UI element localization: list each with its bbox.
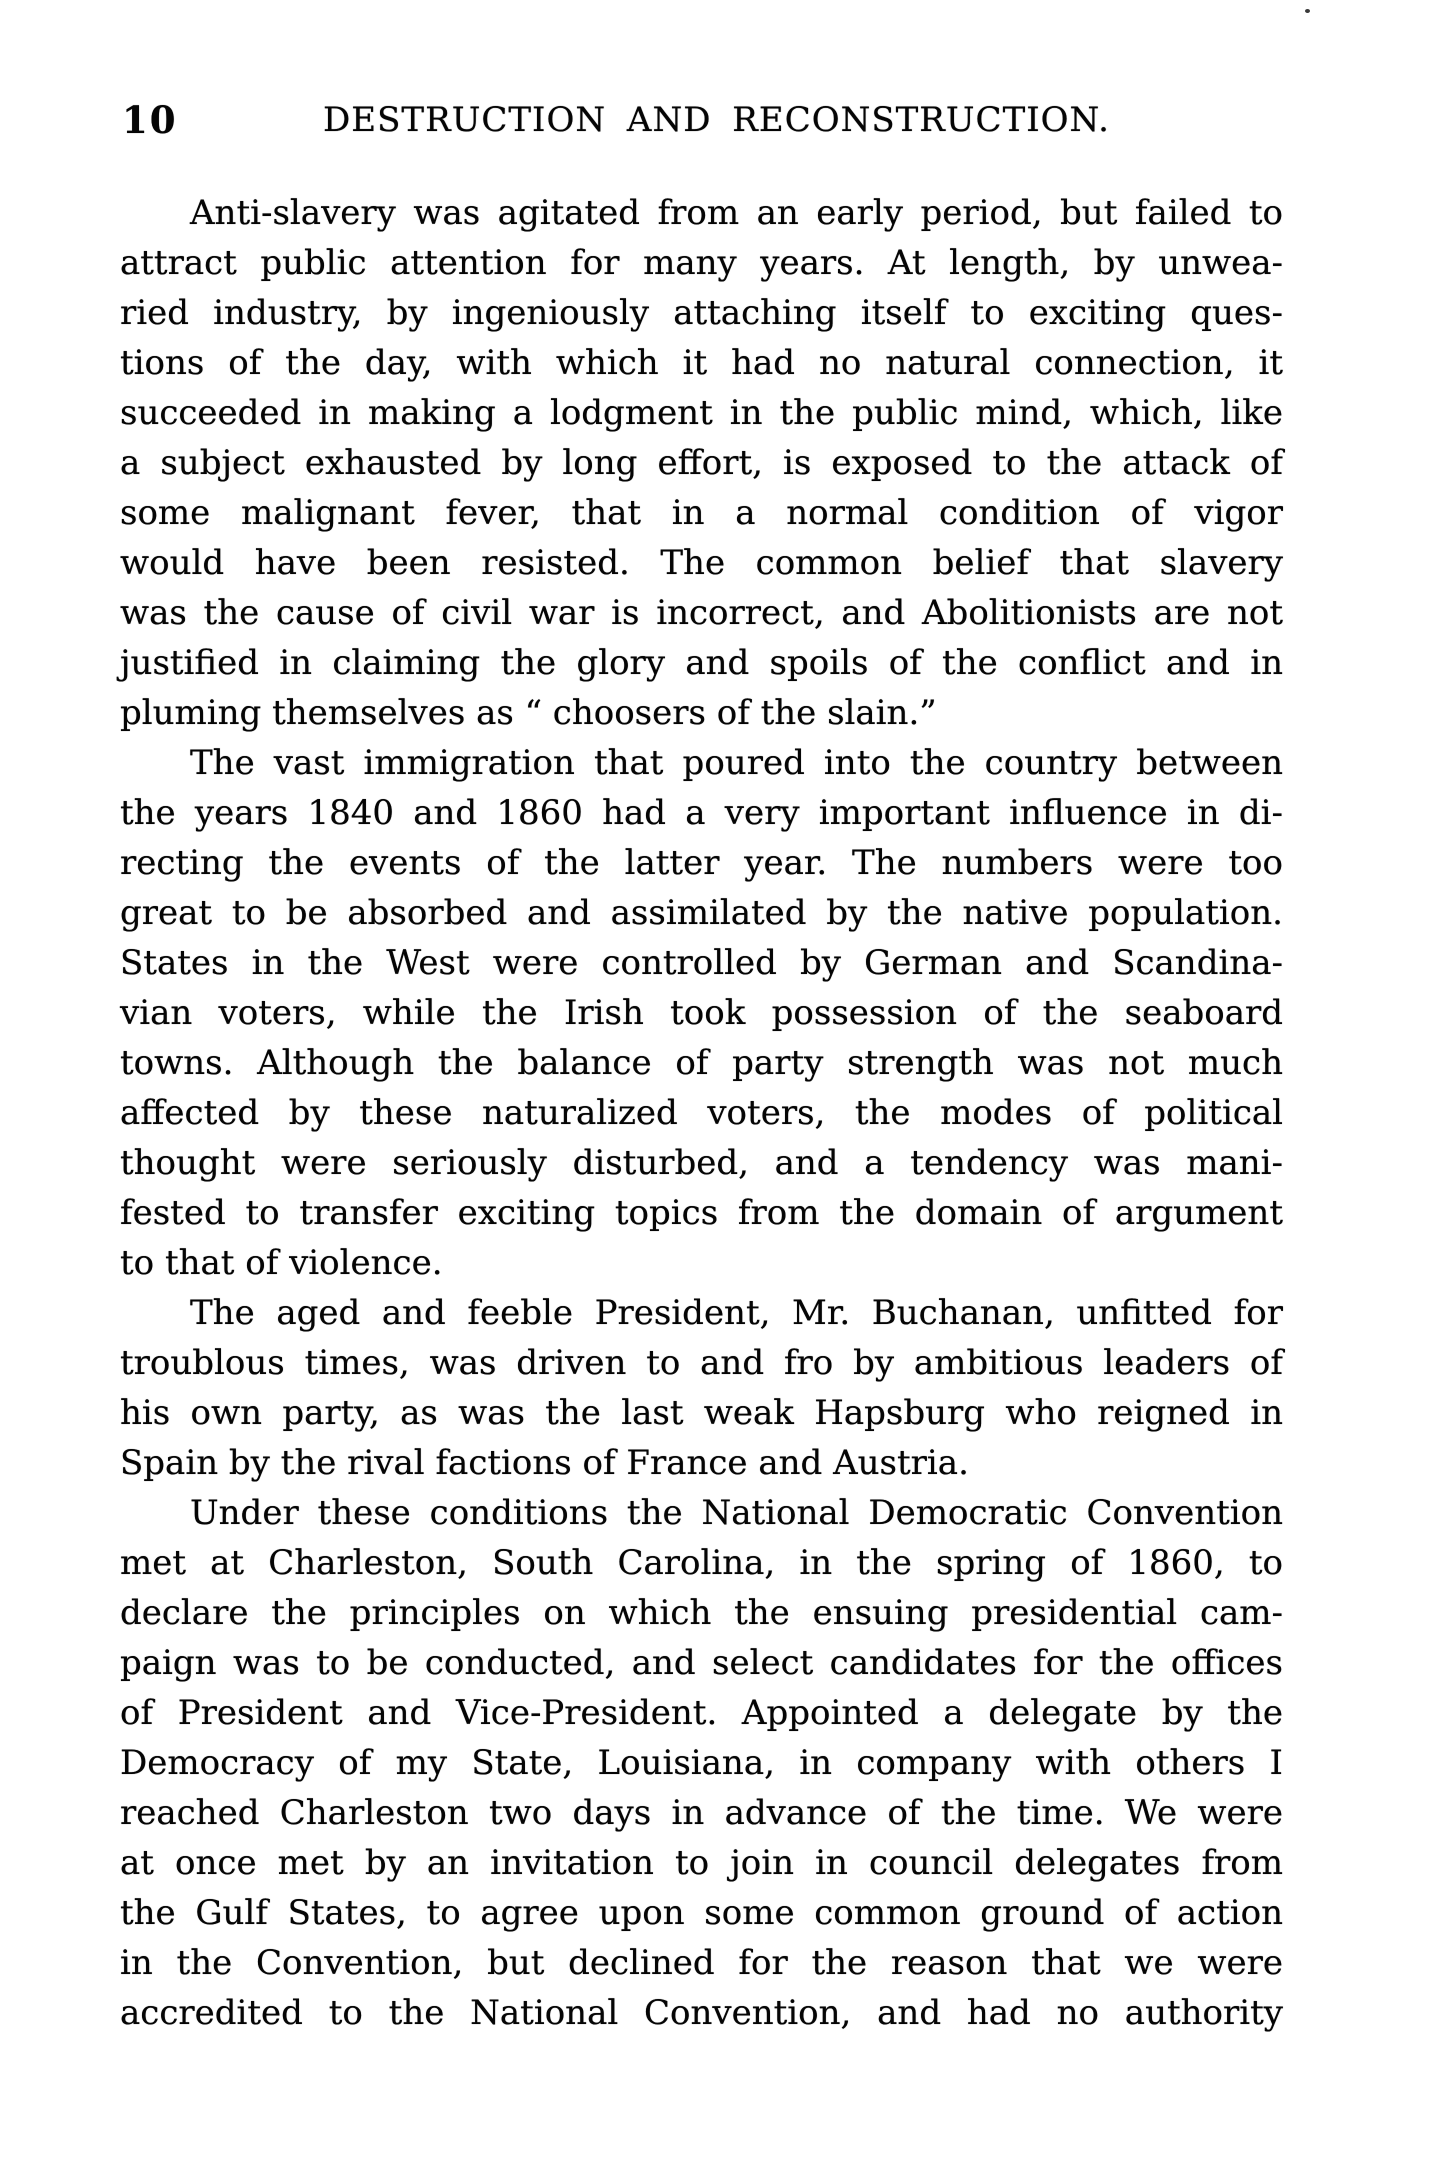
scan-speck	[1305, 9, 1310, 13]
text-line: tions of the day, with which it had no natural connection, it	[120, 343, 1283, 383]
text-line: Democracy of my State, Louisiana, in company with others I	[120, 1743, 1283, 1783]
text-line: the years 1840 and 1860 had a very important influence in di-	[120, 793, 1283, 833]
running-header: DESTRUCTION AND RECONSTRUCTION.	[323, 100, 1110, 140]
paragraph	[120, 1488, 1283, 2038]
text-line: his own party, as was the last weak Hapsburg who reigned in	[120, 1393, 1283, 1433]
text-line: would have been resisted. The common belief that slavery	[120, 543, 1283, 583]
text-line: fested to transfer exciting topics from the domain of argument	[120, 1193, 1283, 1233]
text-line: attract public attention for many years. At length, by unwea-	[120, 243, 1283, 283]
paragraph	[120, 188, 1283, 738]
text-line: at once met by an invitation to join in council delegates from	[120, 1843, 1283, 1883]
text-line: some malignant fever, that in a normal condition of vigor	[120, 493, 1283, 533]
text-line: to that of violence.	[120, 1243, 443, 1283]
paragraph	[120, 1288, 1283, 1488]
text-line: ried industry, by ingeniously attaching itself to exciting ques-	[120, 293, 1283, 333]
page-header	[120, 97, 1313, 143]
page-number: 10	[122, 98, 178, 142]
text-line: was the cause of civil war is incorrect, and Abolitionists are not	[120, 593, 1283, 633]
text-line: Spain by the rival factions of France and Austria.	[120, 1443, 969, 1483]
text-line: towns. Although the balance of party strength was not much	[120, 1043, 1283, 1083]
text-line: vian voters, while the Irish took possession of the seaboard	[120, 993, 1283, 1033]
text-line: The vast immigration that poured into the country between	[190, 743, 1283, 783]
text-line: of President and Vice-President. Appointed a delegate by the	[120, 1693, 1283, 1733]
text-line: recting the events of the latter year. The numbers were too	[120, 843, 1283, 883]
text-line: troublous times, was driven to and fro by ambitious leaders of	[120, 1343, 1283, 1383]
text-line: in the Convention, but declined for the reason that we were	[120, 1943, 1283, 1983]
text-line: The aged and feeble President, Mr. Buchanan, unfitted for	[190, 1293, 1283, 1333]
text-line: succeeded in making a lodgment in the public mind, which, like	[120, 393, 1283, 433]
text-line: States in the West were controlled by German and Scandina-	[120, 943, 1283, 983]
text-line: accredited to the National Convention, and had no authority	[120, 1993, 1283, 2033]
text-line: met at Charleston, South Carolina, in the spring of 1860, to	[120, 1543, 1283, 1583]
text-line: Under these conditions the National Democratic Convention	[190, 1493, 1283, 1533]
text-line: Anti-slavery was agitated from an early period, but failed to	[190, 193, 1283, 233]
text-line: reached Charleston two days in advance of the time. We were	[120, 1793, 1283, 1833]
text-line: the Gulf States, to agree upon some common ground of action	[120, 1893, 1283, 1933]
text-line: thought were seriously disturbed, and a tendency was mani-	[120, 1143, 1283, 1183]
text-line: paign was to be conducted, and select candidates for the offices	[120, 1643, 1283, 1683]
text-line: great to be absorbed and assimilated by the native population.	[120, 893, 1283, 933]
paragraph	[120, 738, 1283, 1288]
page-body	[120, 188, 1283, 2038]
text-line: justified in claiming the glory and spoils of the conflict and in	[120, 643, 1283, 683]
text-line: affected by these naturalized voters, the modes of political	[120, 1093, 1283, 1133]
text-line: a subject exhausted by long effort, is exposed to the attack of	[120, 443, 1283, 483]
text-line: pluming themselves as “ choosers of the slain.”	[120, 693, 937, 733]
text-line: declare the principles on which the ensuing presidential cam-	[120, 1593, 1283, 1633]
